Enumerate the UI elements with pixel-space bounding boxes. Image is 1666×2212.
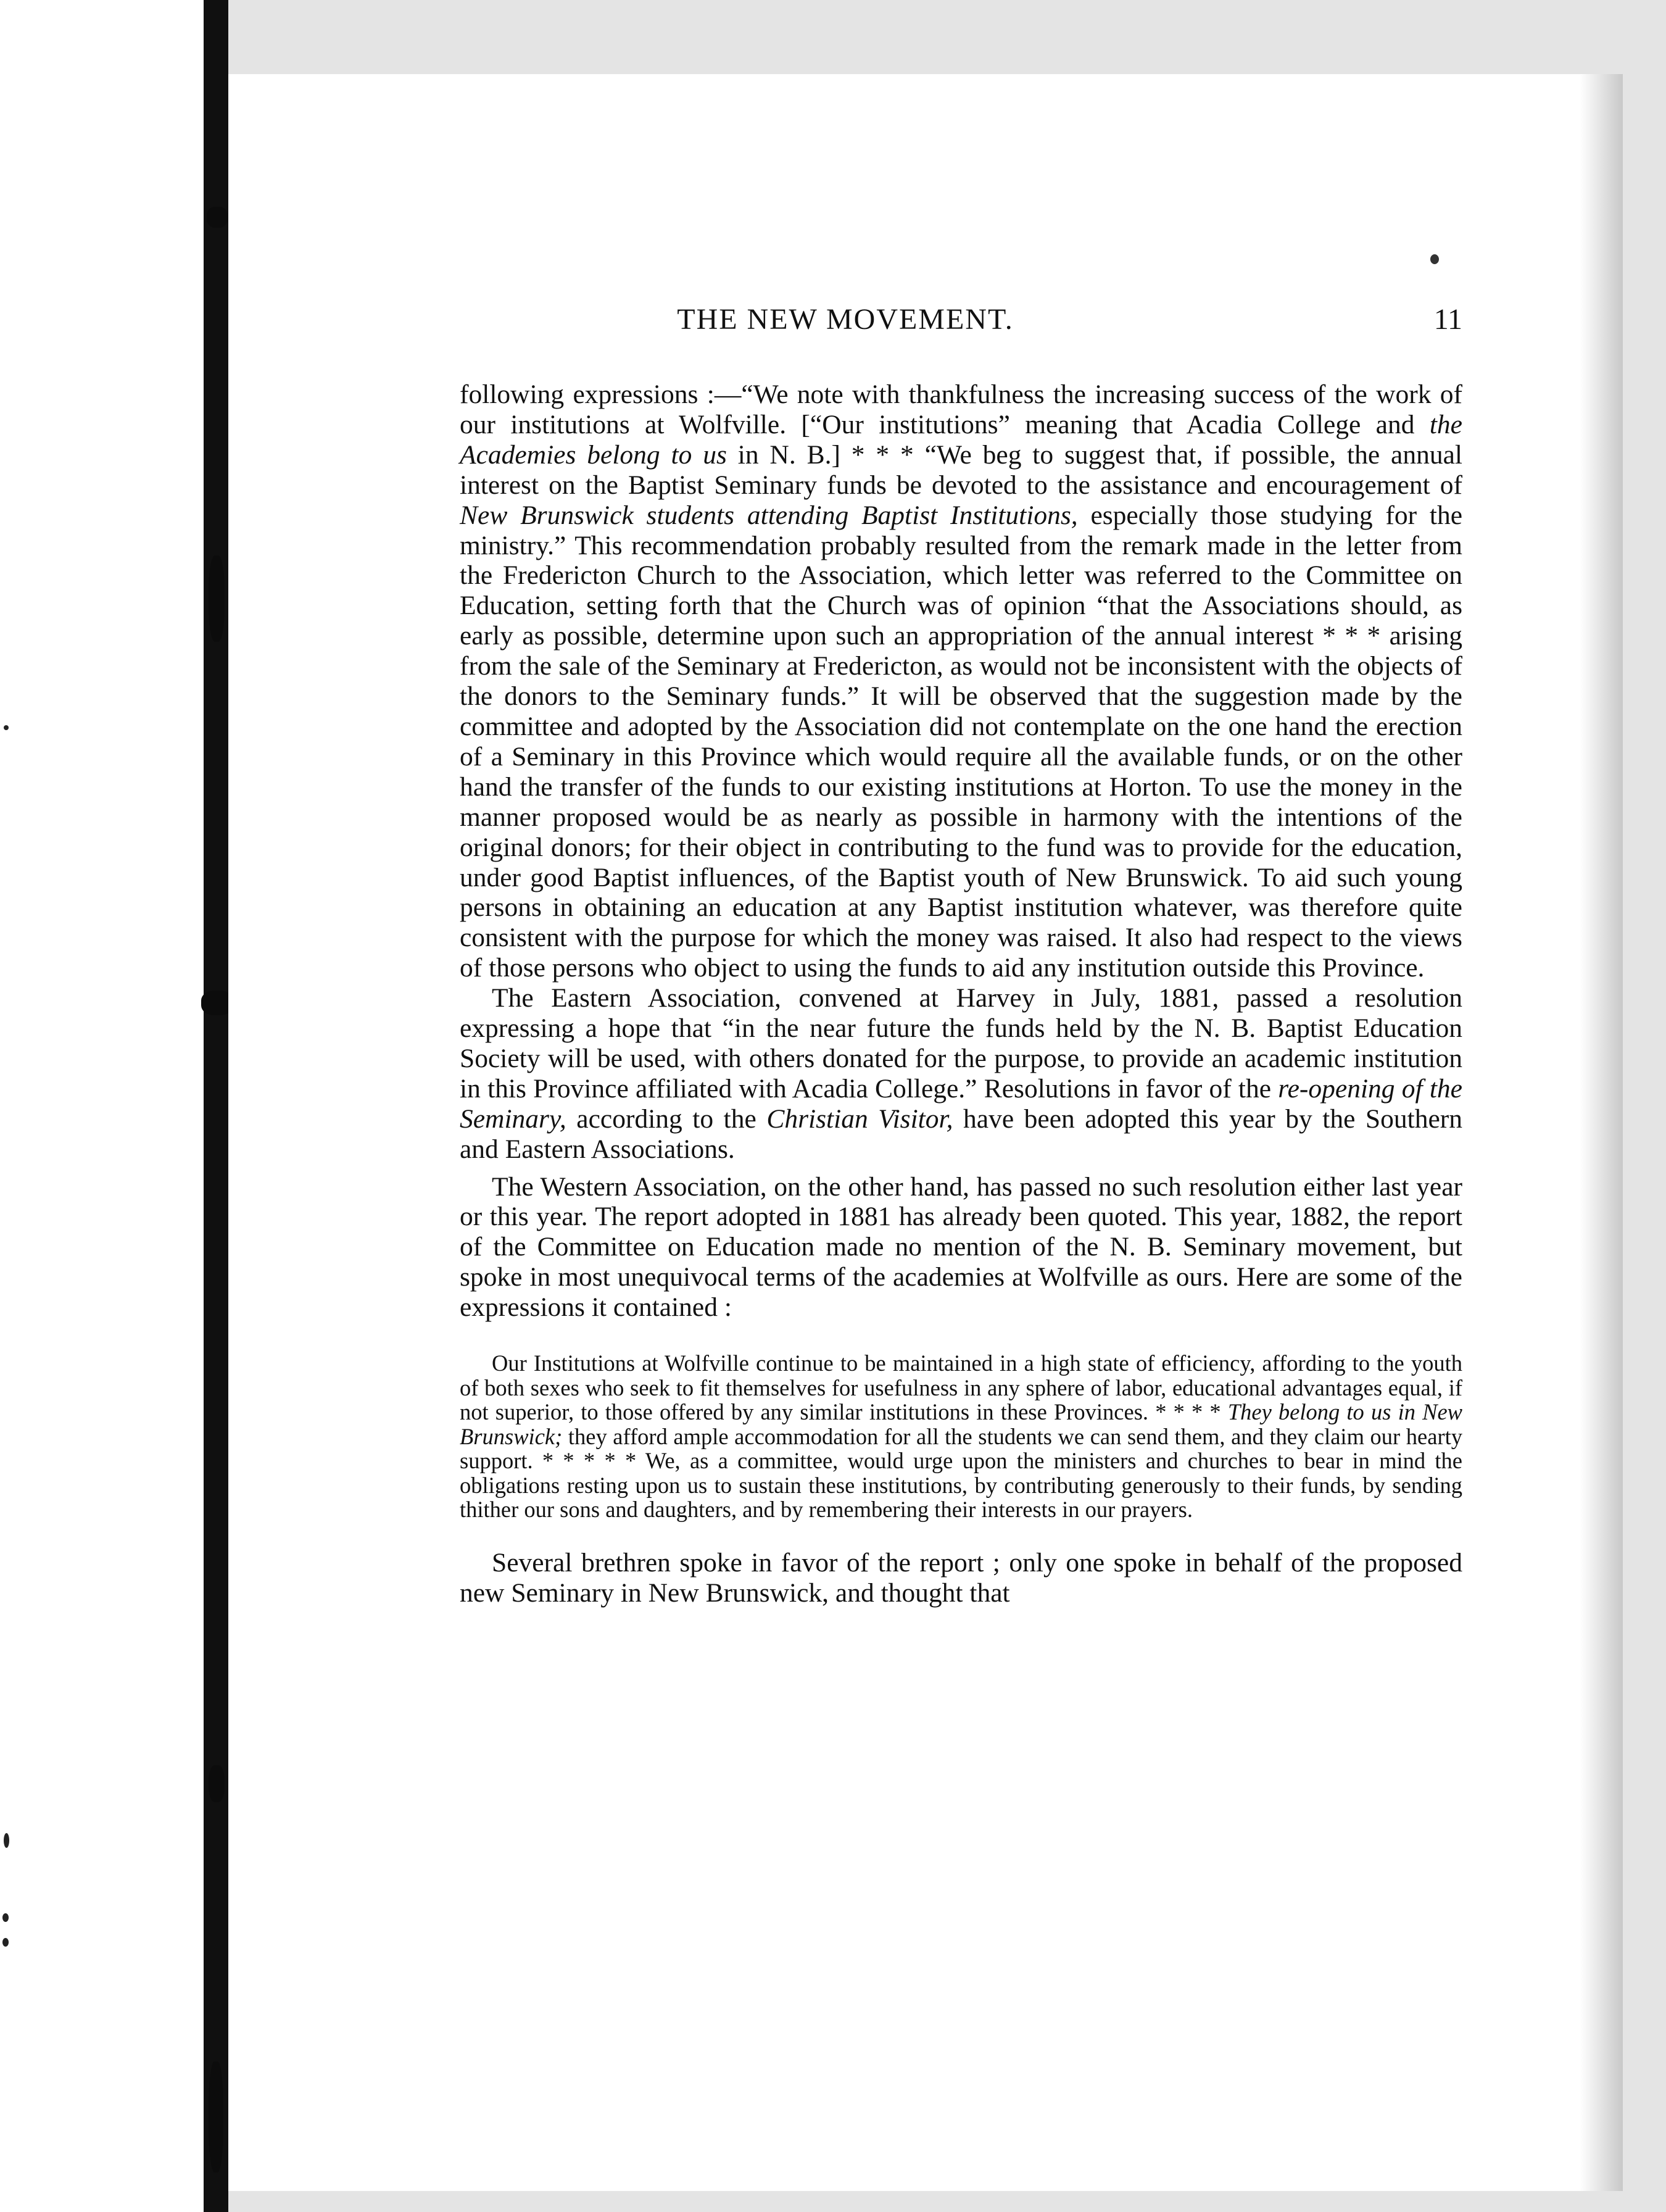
page-number: 11 [1433, 303, 1462, 336]
text-run: have been adopted this year by the Southern and Eastern Associations. [460, 1104, 1462, 1164]
paragraph: Several brethren spoke in favor of the report ; only one spoke in behalf of the proposed new Seminary in New Brunswick, and thought that [460, 1547, 1462, 1608]
spine-mark [209, 555, 225, 642]
spine-mark [207, 207, 228, 228]
italic-run: re-opening of the Seminary, [460, 1073, 1462, 1134]
paragraph: The Western Association, on the other hand, has passed no such resolution either last year or this year. The report adopted in 1881 has already been quoted. This year, 1882, the report of the Committee on Education made no mention of the N. B. Seminary movement, but spoke in most unequivocal terms of the academies at Wolfville as ours. Here are some of the expressions it contained : [460, 1171, 1462, 1323]
paragraph [460, 983, 1462, 1164]
text-run: following expressions :—“We note with thankfulness the increasing success of the work of our institutions at Wolfville. [“Our institutions” meaning that Acadia College and [460, 380, 1462, 439]
italic-run: New Brunswick students attending Baptist Institutions, [460, 500, 1078, 530]
running-title: THE NEW MOVEMENT. [677, 303, 1014, 336]
margin-speck [4, 1833, 9, 1848]
text-run: especially those studying for the ministry.” This recommendation probably resulted from the remark made in the letter from the Fredericton Church to the Association, which letter was referred to the Committee on Education, setting forth that the Church was of opinion “that the Associations should, as early as possible, determine upon such an appropriation of the annual interest * * * arising from the sale of the Seminary at Fredericton, as would not be inconsistent with the objects of the donors to the Seminary funds.” It will be observed that the suggestion made by the committee and adopted by the Association did not contemplate on the one hand the erection of a Seminary in this Province which would require all the available funds, or on the other hand the transfer of the funds to our existing institutions at Horton. To use the money in the manner proposed would be as nearly as possible in harmony with the intentions of the original donors; for their object in contributing to the fund was to provide for the education, under good Baptist influences, of the Baptist youth of New Brunswick. To aid such young persons in obtaining an education at any Baptist institution whatever, was therefore quite consistent with the purpose for which the money was raised. It also had respect to the views of those persons who object to using the funds to aid any institution outside this Province. [460, 500, 1462, 983]
spine-mark [209, 2061, 223, 2172]
spine-mark [209, 1765, 225, 1802]
facing-page-edge [0, 0, 228, 2212]
italic-run: the Academies belong to us [460, 409, 1462, 470]
italic-run: They belong to us in New Brunswick; [460, 1399, 1463, 1449]
text-run: Our Institutions at Wolfville continue to be maintained in a high state of efficiency, affording to the youth of both sexes who seek to fit themselves for usefulness in any sphere of labor, educational advantages equal, if not superior, to those offered by any similar institutions in these Provinces. * * * * [460, 1350, 1462, 1425]
binding-spine [204, 0, 228, 2212]
body-text [460, 380, 1462, 1608]
text-run: The Eastern Association, convened at Harvey in July, 1881, passed a resolution expressing a hope that “in the near future the funds held by the N. B. Baptist Education Society will be used, with others donated for the purpose, to provide an academic institution in this Province affiliated with Acadia College.” Resolutions in favor of the [460, 983, 1462, 1104]
margin-speck [4, 725, 9, 730]
text-run: according to the [566, 1104, 767, 1134]
paragraph [460, 380, 1462, 983]
margin-speck [2, 1913, 9, 1922]
text-run: in N. B.] * * * “We beg to suggest that, if possible, the annual interest on the Baptist Seminary funds be devoted to the assistance and encouragement of [460, 439, 1462, 500]
ink-speck [1430, 254, 1439, 264]
text-run: they afford ample accommodation for all the students we can send them, and they claim our hearty support. * * * * * We, as a committee, would urge upon the ministers and churches to bear in mind the obligations resting upon us to sustain these institutions, by contributing generously to their funds, by sending thither our sons and daughters, and by remembering their interests in our prayers. [460, 1423, 1462, 1523]
running-header [228, 302, 1462, 336]
block-quote [460, 1351, 1462, 1522]
page-edge-shadow [1580, 74, 1623, 2191]
italic-run: Christian Visitor, [766, 1104, 953, 1134]
margin-speck [2, 1938, 9, 1947]
